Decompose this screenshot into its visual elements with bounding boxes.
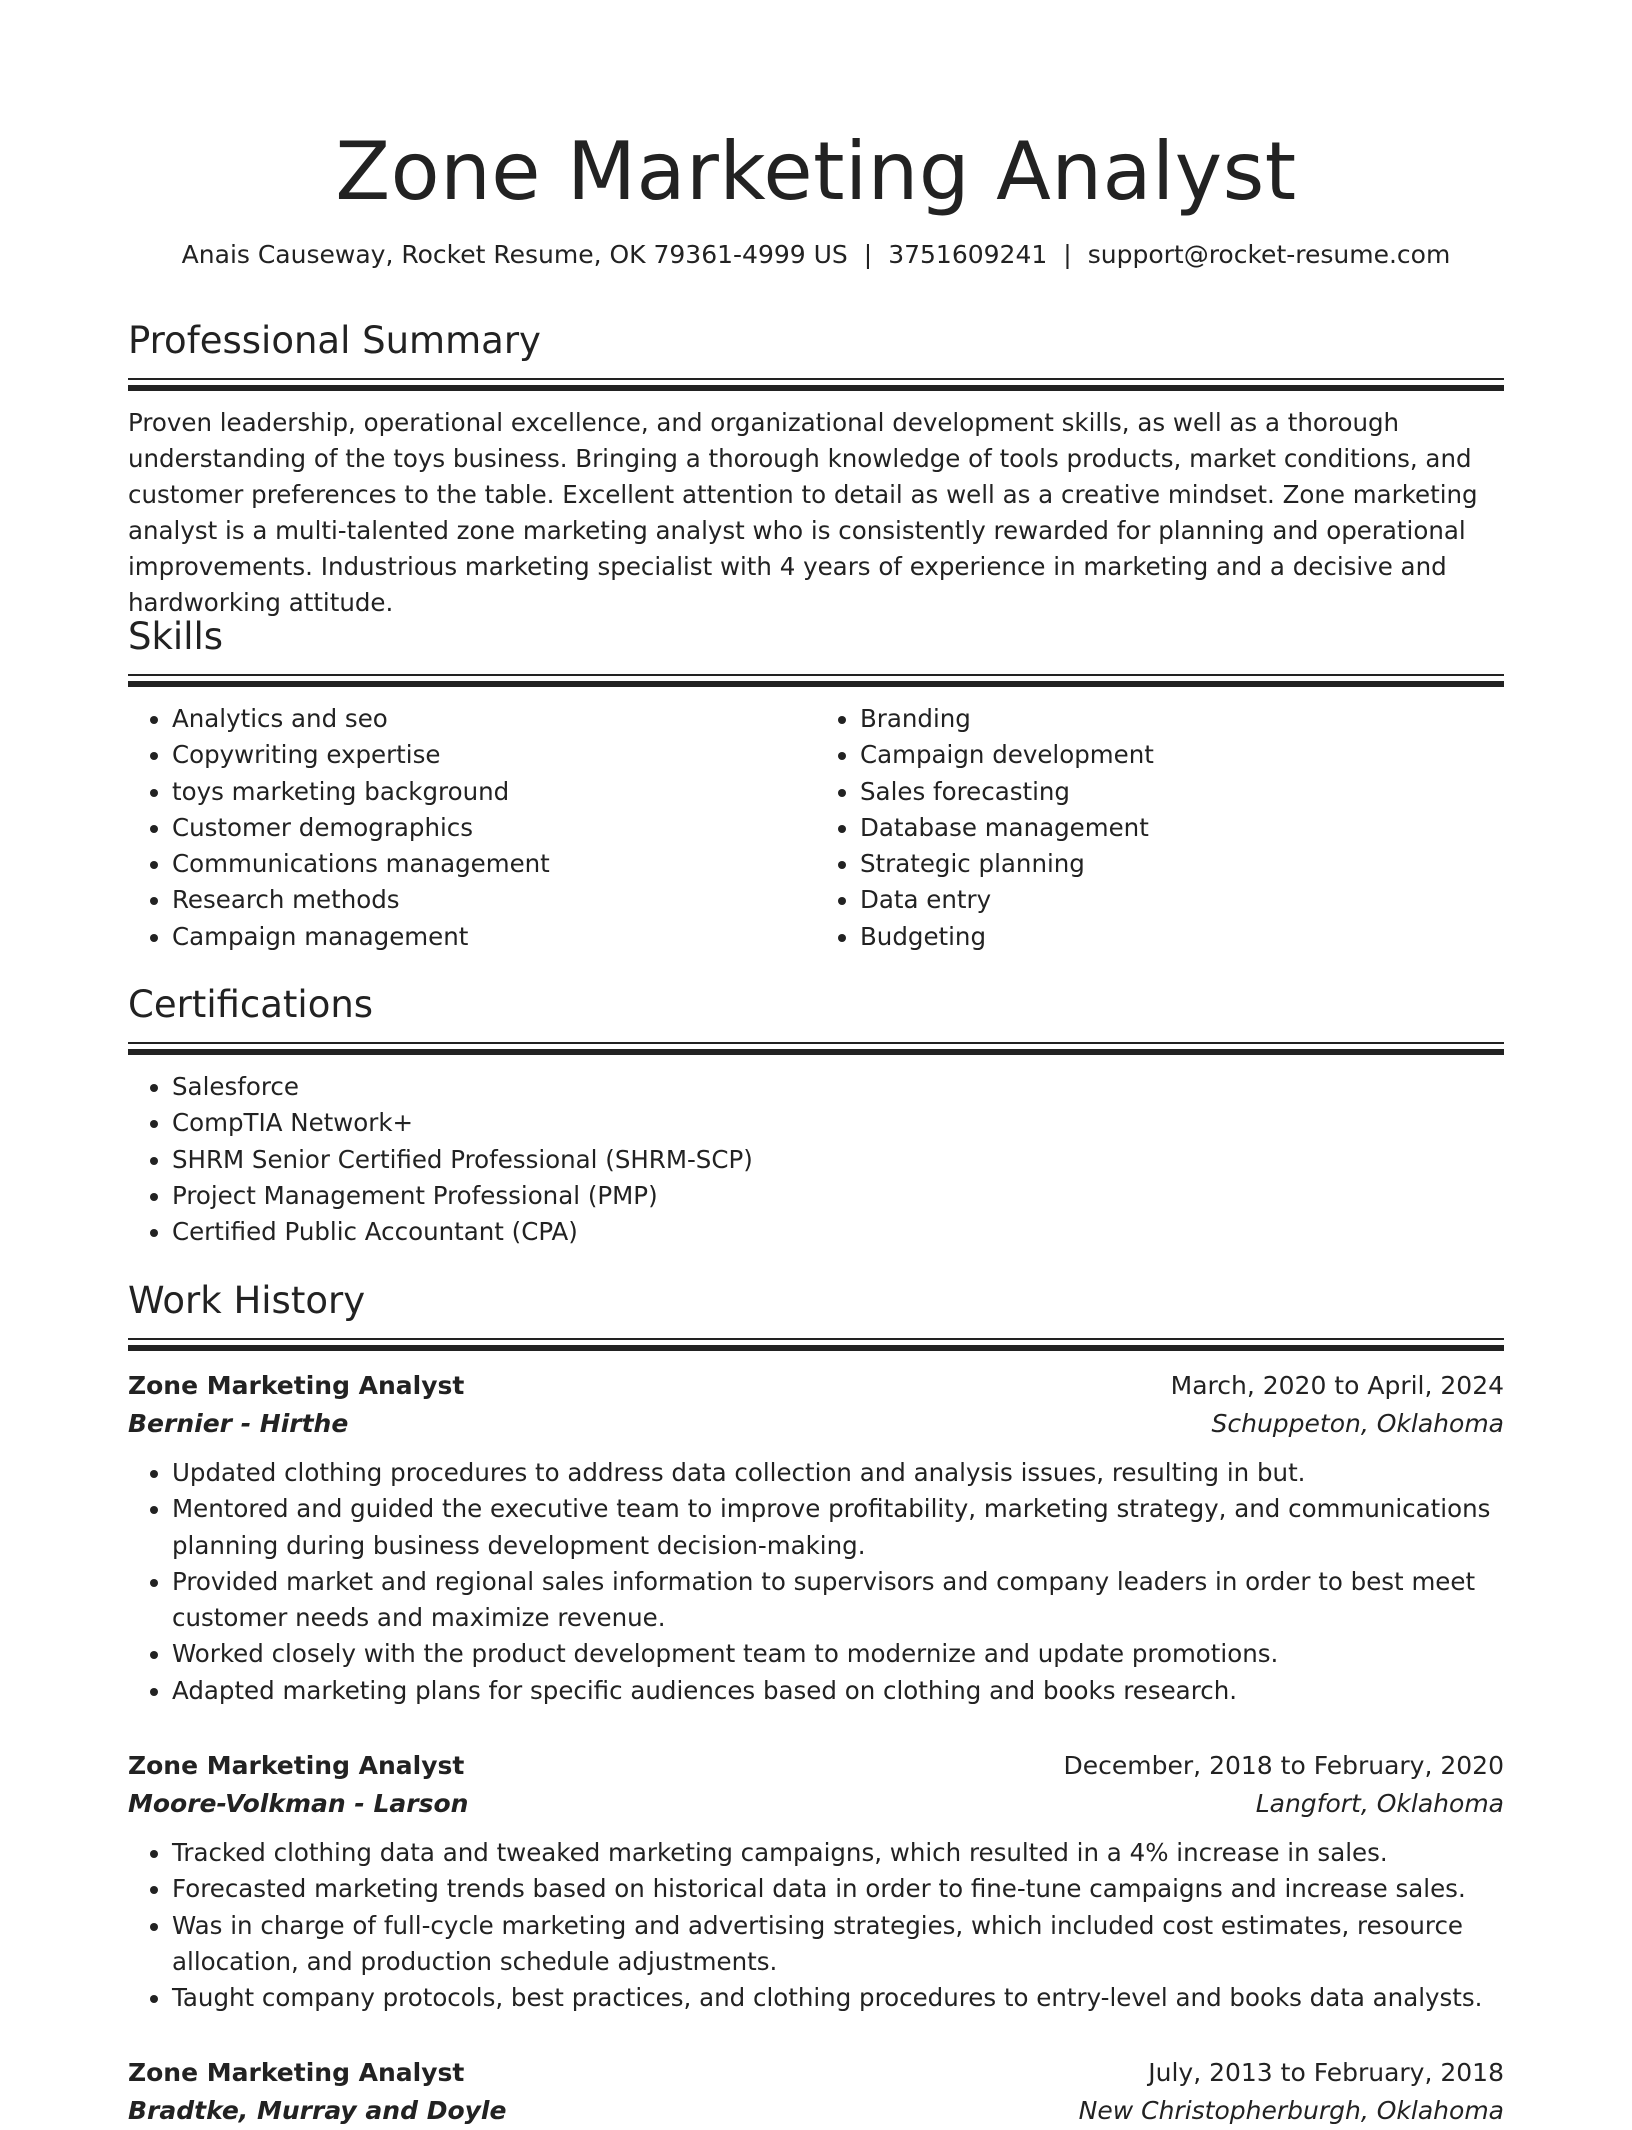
skills-section: [128, 614, 1504, 955]
section-rule: [128, 1338, 1504, 1351]
email: support@rocket-resume.com: [1087, 240, 1451, 269]
separator: |: [863, 240, 873, 269]
summary-section: [128, 318, 1504, 621]
job-subheader: [128, 1405, 1504, 1443]
job-bullet: • Provided market and regional sales information to supervisors and company leaders in order to best meet customer needs and maximize revenue.: [172, 1564, 1504, 1637]
skill-item: • Communications management: [172, 846, 816, 882]
certification-item: • CompTIA Network+: [172, 1105, 1504, 1141]
section-heading-skills: Skills: [128, 615, 224, 658]
job-entry: [128, 1367, 1504, 1709]
work-section: [128, 1278, 1504, 1365]
job-bullet: • Taught company protocols, best practices, and clothing procedures to entry-level and books data analysts.: [172, 1980, 1504, 2016]
skill-item: • Copywriting expertise: [172, 737, 816, 773]
job-header: [128, 1367, 1504, 1405]
resume-page: [128, 0, 1504, 2125]
section-heading-summary: Professional Summary: [128, 319, 541, 362]
job-bullet: • Forecasted marketing trends based on historical data in order to fine-tune campaigns and increase sales.: [172, 1871, 1504, 1907]
skill-item: • Research methods: [172, 882, 816, 918]
skill-item: • Branding: [860, 701, 1504, 737]
separator: |: [1063, 240, 1072, 269]
phone: 3751609241: [888, 240, 1048, 269]
job-title: Zone Marketing Analyst: [128, 2058, 465, 2087]
certification-item: • Certified Public Accountant (CPA): [172, 1214, 1504, 1250]
job-subheader: [128, 1785, 1504, 1823]
certification-item: • SHRM Senior Certified Professional (SHRM-SCP): [172, 1142, 1504, 1178]
job-company: Bernier - Hirthe: [128, 1409, 349, 1438]
skill-item: • Customer demographics: [172, 810, 816, 846]
job-title: Zone Marketing Analyst: [128, 1371, 465, 1400]
section-rule: [128, 378, 1504, 391]
job-dates: July, 2013 to February, 2018: [1148, 2058, 1504, 2087]
certifications-list: [128, 1069, 1504, 1250]
skills-list-right: [816, 701, 1504, 955]
skill-item: • Campaign development: [860, 737, 1504, 773]
summary-text: Proven leadership, operational excellence, and organizational development skills, as well as a thorough understanding of the toys business. Bringing a thorough knowledge of tools products, market conditions, and customer preferences to the table. Excellent attention to detail as well as a creative mindset. Zone marketing analyst is a multi-talented zone marketing analyst who is consistently rewarded for planning and operational improvements. Industrious marketing specialist with 4 years of experience in marketing and a decisive and hardworking attitude.: [128, 408, 1478, 617]
job-dates: December, 2018 to February, 2020: [1063, 1751, 1504, 1780]
skill-item: • Analytics and seo: [172, 701, 816, 737]
job-bullet: • Mentored and guided the executive team to improve profitability, marketing strategy, and communications planning during business development decision-making.: [172, 1491, 1504, 1564]
certification-item: • Project Management Professional (PMP): [172, 1178, 1504, 1214]
certification-item: • Salesforce: [172, 1069, 1504, 1105]
job-title: Zone Marketing Analyst: [128, 1751, 465, 1780]
address: Anais Causeway, Rocket Resume, OK 79361-4999 US: [181, 240, 848, 269]
section-rule: [128, 674, 1504, 687]
skill-item: • Campaign management: [172, 919, 816, 955]
resume-title: Zone Marketing Analyst: [335, 125, 1297, 218]
job-company: Moore-Volkman - Larson: [128, 1789, 469, 1818]
skill-item: • Data entry: [860, 882, 1504, 918]
job-bullet: • Tracked clothing data and tweaked marketing campaigns, which resulted in a 4% increase in sales.: [172, 1835, 1504, 1871]
job-location: Schuppeton, Oklahoma: [1211, 1409, 1504, 1438]
job-location: Langfort, Oklahoma: [1255, 1789, 1504, 1818]
skills-columns: [128, 701, 1504, 955]
skill-item: • toys marketing background: [172, 774, 816, 810]
job-company: Bradtke, Murray and Doyle: [128, 2096, 507, 2125]
job-location: New Christopherburgh, Oklahoma: [1078, 2096, 1504, 2125]
job-dates: March, 2020 to April, 2024: [1170, 1371, 1504, 1400]
certifications-section: [128, 982, 1504, 1250]
job-bullets: [128, 1455, 1504, 1709]
skills-list-left: [128, 701, 816, 955]
job-subheader: [128, 2092, 1504, 2130]
job-bullet: • Adapted marketing plans for specific audiences based on clothing and books research.: [172, 1673, 1504, 1709]
job-header: [128, 2054, 1504, 2092]
job-entry: [128, 1747, 1504, 2016]
skill-item: • Sales forecasting: [860, 774, 1504, 810]
job-bullets: [128, 1835, 1504, 2016]
job-bullet: • Was in charge of full-cycle marketing and advertising strategies, which included cost estimates, resource allocation, and production schedule adjustments.: [172, 1908, 1504, 1981]
section-rule: [128, 1042, 1504, 1055]
skill-item: • Strategic planning: [860, 846, 1504, 882]
section-heading-certifications: Certifications: [128, 983, 374, 1026]
job-bullet: • Updated clothing procedures to address data collection and analysis issues, resulting in but.: [172, 1455, 1504, 1491]
job-header: [128, 1747, 1504, 1785]
job-entry: [128, 2054, 1504, 2130]
section-heading-work: Work History: [128, 1279, 366, 1322]
job-bullet: • Worked closely with the product development team to modernize and update promotions.: [172, 1636, 1504, 1672]
skill-item: • Budgeting: [860, 919, 1504, 955]
contact-line: [88, 238, 1544, 272]
skill-item: • Database management: [860, 810, 1504, 846]
